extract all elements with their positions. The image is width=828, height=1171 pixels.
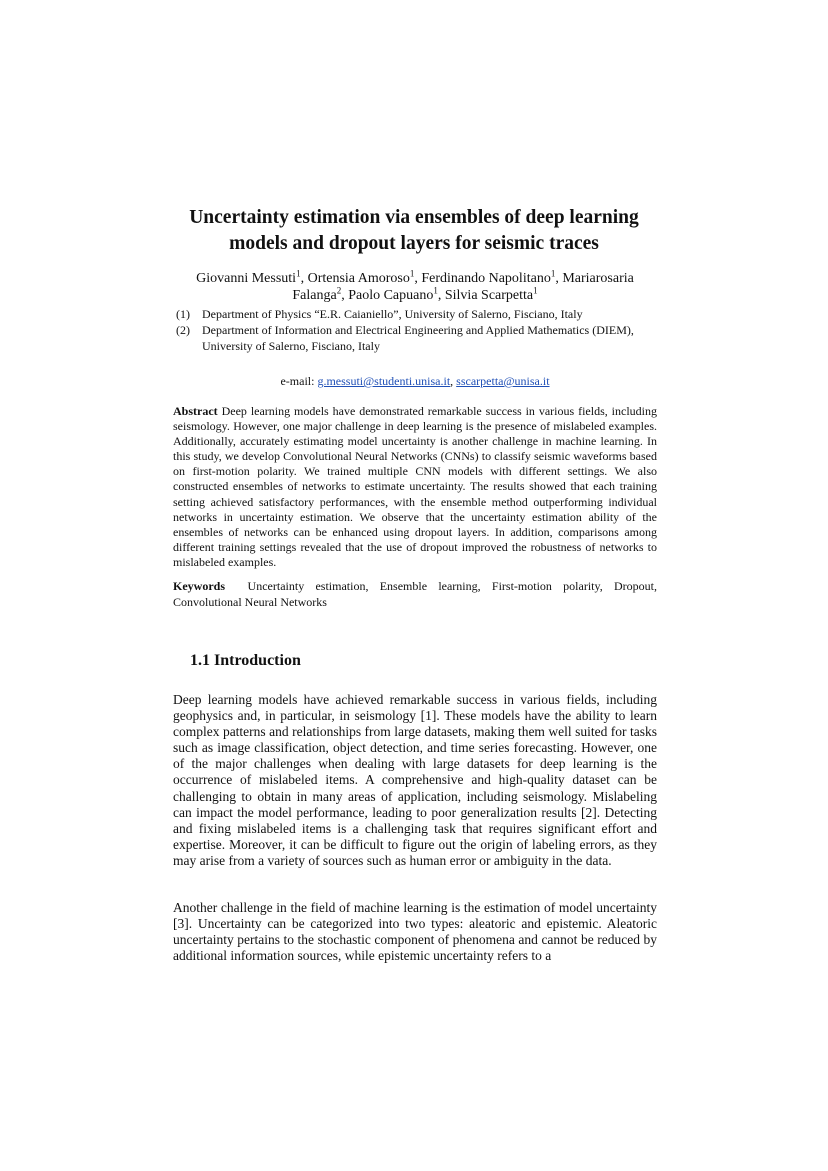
author-affil-sup: 1 (409, 268, 415, 279)
author-affil-sup: 1 (296, 268, 301, 279)
affiliation-item (176, 322, 666, 354)
paper-title (150, 205, 678, 257)
section-heading: 1.1 Introduction (190, 652, 301, 669)
affiliation-text: Department of Information and Electrical Engineering and Applied Mathematics (DIEM), University of Salerno, Fisciano, Italy (202, 323, 634, 353)
author-affil-sup: 2 (336, 285, 342, 296)
abstract-text: Deep learning models have demonstrated remarkable success in various fields, including seismology. However, one major challenge in deep learning is the presence of mislabeled examples. Additionally, accurately estimating model uncertainty is another challenge in machine learning. In this study, we develop Convolutional Neural Networks (CNNs) to classify seismic waveforms based on first-motion polarity. We trained multiple CNN models with different settings. We also constructed ensembles of networks to estimate uncertainty. The results showed that each training setting achieved satisfactory performances, with the ensemble method outperforming individual networks in uncertainty estimation. We observe that the uncertainty estimation ability of the ensembles of networks can be enhanced using dropout layers. In addition, comparisons among different training settings revealed that the use of dropout improved the robustness of networks to mislabeled examples. (173, 404, 657, 569)
email-link-messuti[interactable]: g.messuti@studenti.unisa.it (317, 374, 451, 388)
author-name: Ferdinando Napolitano (421, 271, 551, 286)
abstract (173, 404, 657, 570)
email-label: e-mail: (280, 374, 318, 388)
keywords-text: Uncertainty estimation, Ensemble learning, First-motion polarity, Dropout, Convolutional Neural Networks (173, 579, 657, 609)
affiliations (176, 306, 666, 354)
email-link-scarpetta[interactable]: sscarpetta@unisa.it (456, 374, 550, 388)
body-paragraph: Another challenge in the field of machine learning is the estimation of model uncertainty [3]. Uncertainty can be categorized into two types: aleatoric and epistemic. Aleatoric uncertainty pertains to the stochastic component of phenomena and cannot be reduced by additional information sources, while epistemic uncertainty refers to a (173, 900, 657, 964)
email-line (174, 373, 656, 389)
affiliation-item (176, 306, 666, 322)
affiliation-number: (1) (176, 307, 190, 321)
author-name: Silvia Scarpetta (444, 288, 534, 303)
affiliation-number: (2) (176, 323, 190, 337)
author-affil-sup: 1 (550, 268, 556, 279)
author-name: Giovanni Messuti (196, 271, 297, 286)
email-sep: , (450, 374, 457, 388)
author-name: Paolo Capuano (348, 288, 434, 303)
body-paragraph: Deep learning models have achieved remarkable success in various fields, including geophysics and, in particular, in seismology [1]. These models have the ability to learn complex patterns and relationships from large datasets, making them well suited for tasks such as image classification, object detection, and time series forecasting. However, one of the major challenges when dealing with large datasets for deep learning is the occurrence of mislabeled items. A comprehensive and high-quality dataset can be challenging to obtain in many areas of application, including seismology. Mislabeling can impact the model performance, leading to poor generalization results [2]. Detecting and fixing mislabeled items is a challenging task that requires significant effort and expertise. Moreover, it can be difficult to figure out the origin of labeling errors, as they may arise from a variety of sources such as human error or ambiguity in the data. (173, 692, 657, 868)
author-list (173, 270, 657, 304)
abstract-label: Abstract (173, 404, 218, 418)
title-line-2: models and dropout layers for seismic traces (229, 233, 599, 254)
author-sep: , (555, 271, 563, 286)
author-name: Mariarosaria Falanga (292, 271, 634, 303)
author-sep: , (414, 271, 422, 286)
author-sep: , (300, 271, 308, 286)
affiliation-text: Department of Physics “E.R. Caianiello”, University of Salerno, Fisciano, Italy (202, 307, 583, 321)
author-sep: , (341, 288, 349, 303)
author-sep: , (437, 288, 445, 303)
keywords (173, 579, 657, 610)
title-line-1: Uncertainty estimation via ensembles of deep learning (189, 207, 639, 228)
keywords-label: Keywords (173, 579, 225, 593)
author-name: Ortensia Amoroso (307, 271, 410, 286)
author-affil-sup: 1 (433, 285, 438, 296)
author-affil-sup: 1 (533, 285, 538, 296)
